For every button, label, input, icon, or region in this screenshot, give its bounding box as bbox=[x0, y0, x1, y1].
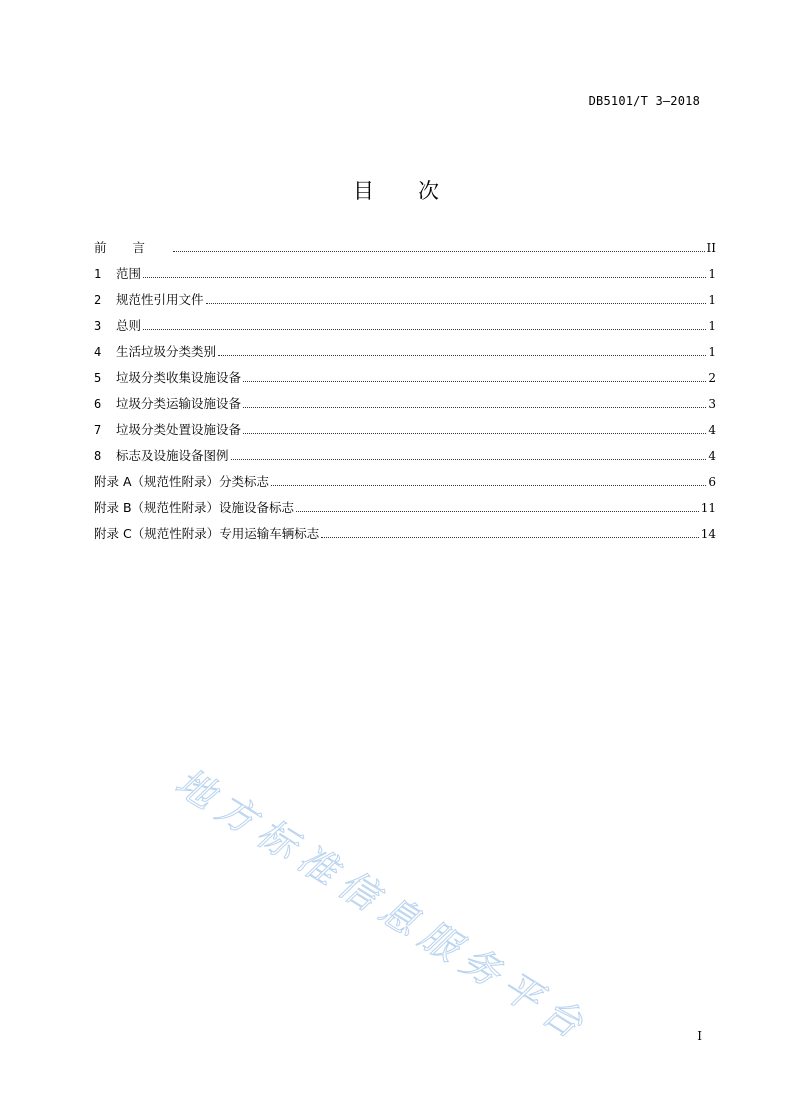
toc-entry-number: 3 bbox=[94, 319, 102, 333]
toc-entry-appendix-c[interactable] bbox=[94, 524, 716, 550]
toc-leader-dots bbox=[231, 458, 707, 460]
toc-entry-text: 垃圾分类收集设施设备 bbox=[116, 370, 242, 385]
toc-entry-text: 垃圾分类处置设施设备 bbox=[116, 422, 242, 437]
toc-entry-page: 1 bbox=[708, 267, 716, 281]
toc-entry-number: 5 bbox=[94, 371, 102, 385]
toc-entry-8[interactable] bbox=[94, 446, 716, 472]
toc-leader-dots bbox=[321, 536, 699, 538]
toc-leader-dots bbox=[243, 432, 706, 434]
toc-leader-dots bbox=[143, 276, 706, 278]
document-code: DB5101/T 3—2018 bbox=[588, 94, 700, 108]
toc-entry-5[interactable] bbox=[94, 368, 716, 394]
toc-entry-page: 11 bbox=[700, 501, 716, 515]
toc-leader-dots bbox=[218, 354, 706, 356]
toc-entry-1[interactable] bbox=[94, 264, 716, 290]
toc-leader-dots bbox=[173, 250, 705, 252]
toc-entry-text: 标志及设施设备图例 bbox=[116, 448, 229, 463]
toc-entry-page: 1 bbox=[708, 345, 716, 359]
toc-entry-page: 1 bbox=[708, 293, 716, 307]
toc-leader-dots bbox=[143, 328, 706, 330]
toc-entry-appendix-b[interactable] bbox=[94, 498, 716, 524]
toc-entry-4[interactable] bbox=[94, 342, 716, 368]
toc-entry-page: 2 bbox=[708, 371, 716, 385]
toc-entry-2[interactable] bbox=[94, 290, 716, 316]
toc-entry-page: 6 bbox=[708, 475, 716, 489]
toc-entry-page: II bbox=[706, 241, 716, 255]
toc-leader-dots bbox=[296, 510, 699, 512]
toc-leader-dots bbox=[206, 302, 707, 304]
toc-entry-preface[interactable] bbox=[94, 238, 716, 264]
toc-entry-text: 前言 bbox=[94, 240, 172, 255]
toc-entry-appendix-a[interactable] bbox=[94, 472, 716, 498]
toc-entry-number: 4 bbox=[94, 345, 102, 359]
toc-entry-page: 14 bbox=[700, 527, 716, 541]
toc-entry-text: 附录 A（规范性附录）分类标志 bbox=[94, 474, 270, 489]
toc-entry-3[interactable] bbox=[94, 316, 716, 342]
toc-entry-page: 4 bbox=[708, 449, 716, 463]
toc-entry-text: 附录 B（规范性附录）设施设备标志 bbox=[94, 500, 295, 515]
toc-entry-number: 8 bbox=[94, 449, 102, 463]
toc-entry-text: 附录 C（规范性附录）专用运输车辆标志 bbox=[94, 526, 320, 541]
toc-entry-page: 1 bbox=[708, 319, 716, 333]
toc-entry-number: 6 bbox=[94, 397, 102, 411]
table-of-contents bbox=[94, 238, 716, 550]
toc-entry-number: 1 bbox=[94, 267, 102, 281]
toc-entry-text: 生活垃圾分类类别 bbox=[116, 344, 217, 359]
toc-leader-dots bbox=[243, 380, 706, 382]
toc-entry-7[interactable] bbox=[94, 420, 716, 446]
toc-entry-number: 7 bbox=[94, 423, 102, 437]
toc-leader-dots bbox=[243, 406, 706, 408]
toc-entry-page: 4 bbox=[708, 423, 716, 437]
toc-entry-text: 总则 bbox=[116, 318, 142, 333]
toc-entry-6[interactable] bbox=[94, 394, 716, 420]
toc-title: 目次 bbox=[353, 179, 483, 203]
toc-entry-text: 规范性引用文件 bbox=[116, 292, 204, 307]
watermark: 地方标准信息服务平台 bbox=[167, 759, 599, 1052]
page-number: I bbox=[697, 1029, 702, 1043]
toc-entry-page: 3 bbox=[708, 397, 716, 411]
toc-entry-text: 范围 bbox=[116, 266, 142, 281]
toc-entry-number: 2 bbox=[94, 293, 102, 307]
toc-leader-dots bbox=[271, 484, 706, 486]
toc-entry-text: 垃圾分类运输设施设备 bbox=[116, 396, 242, 411]
